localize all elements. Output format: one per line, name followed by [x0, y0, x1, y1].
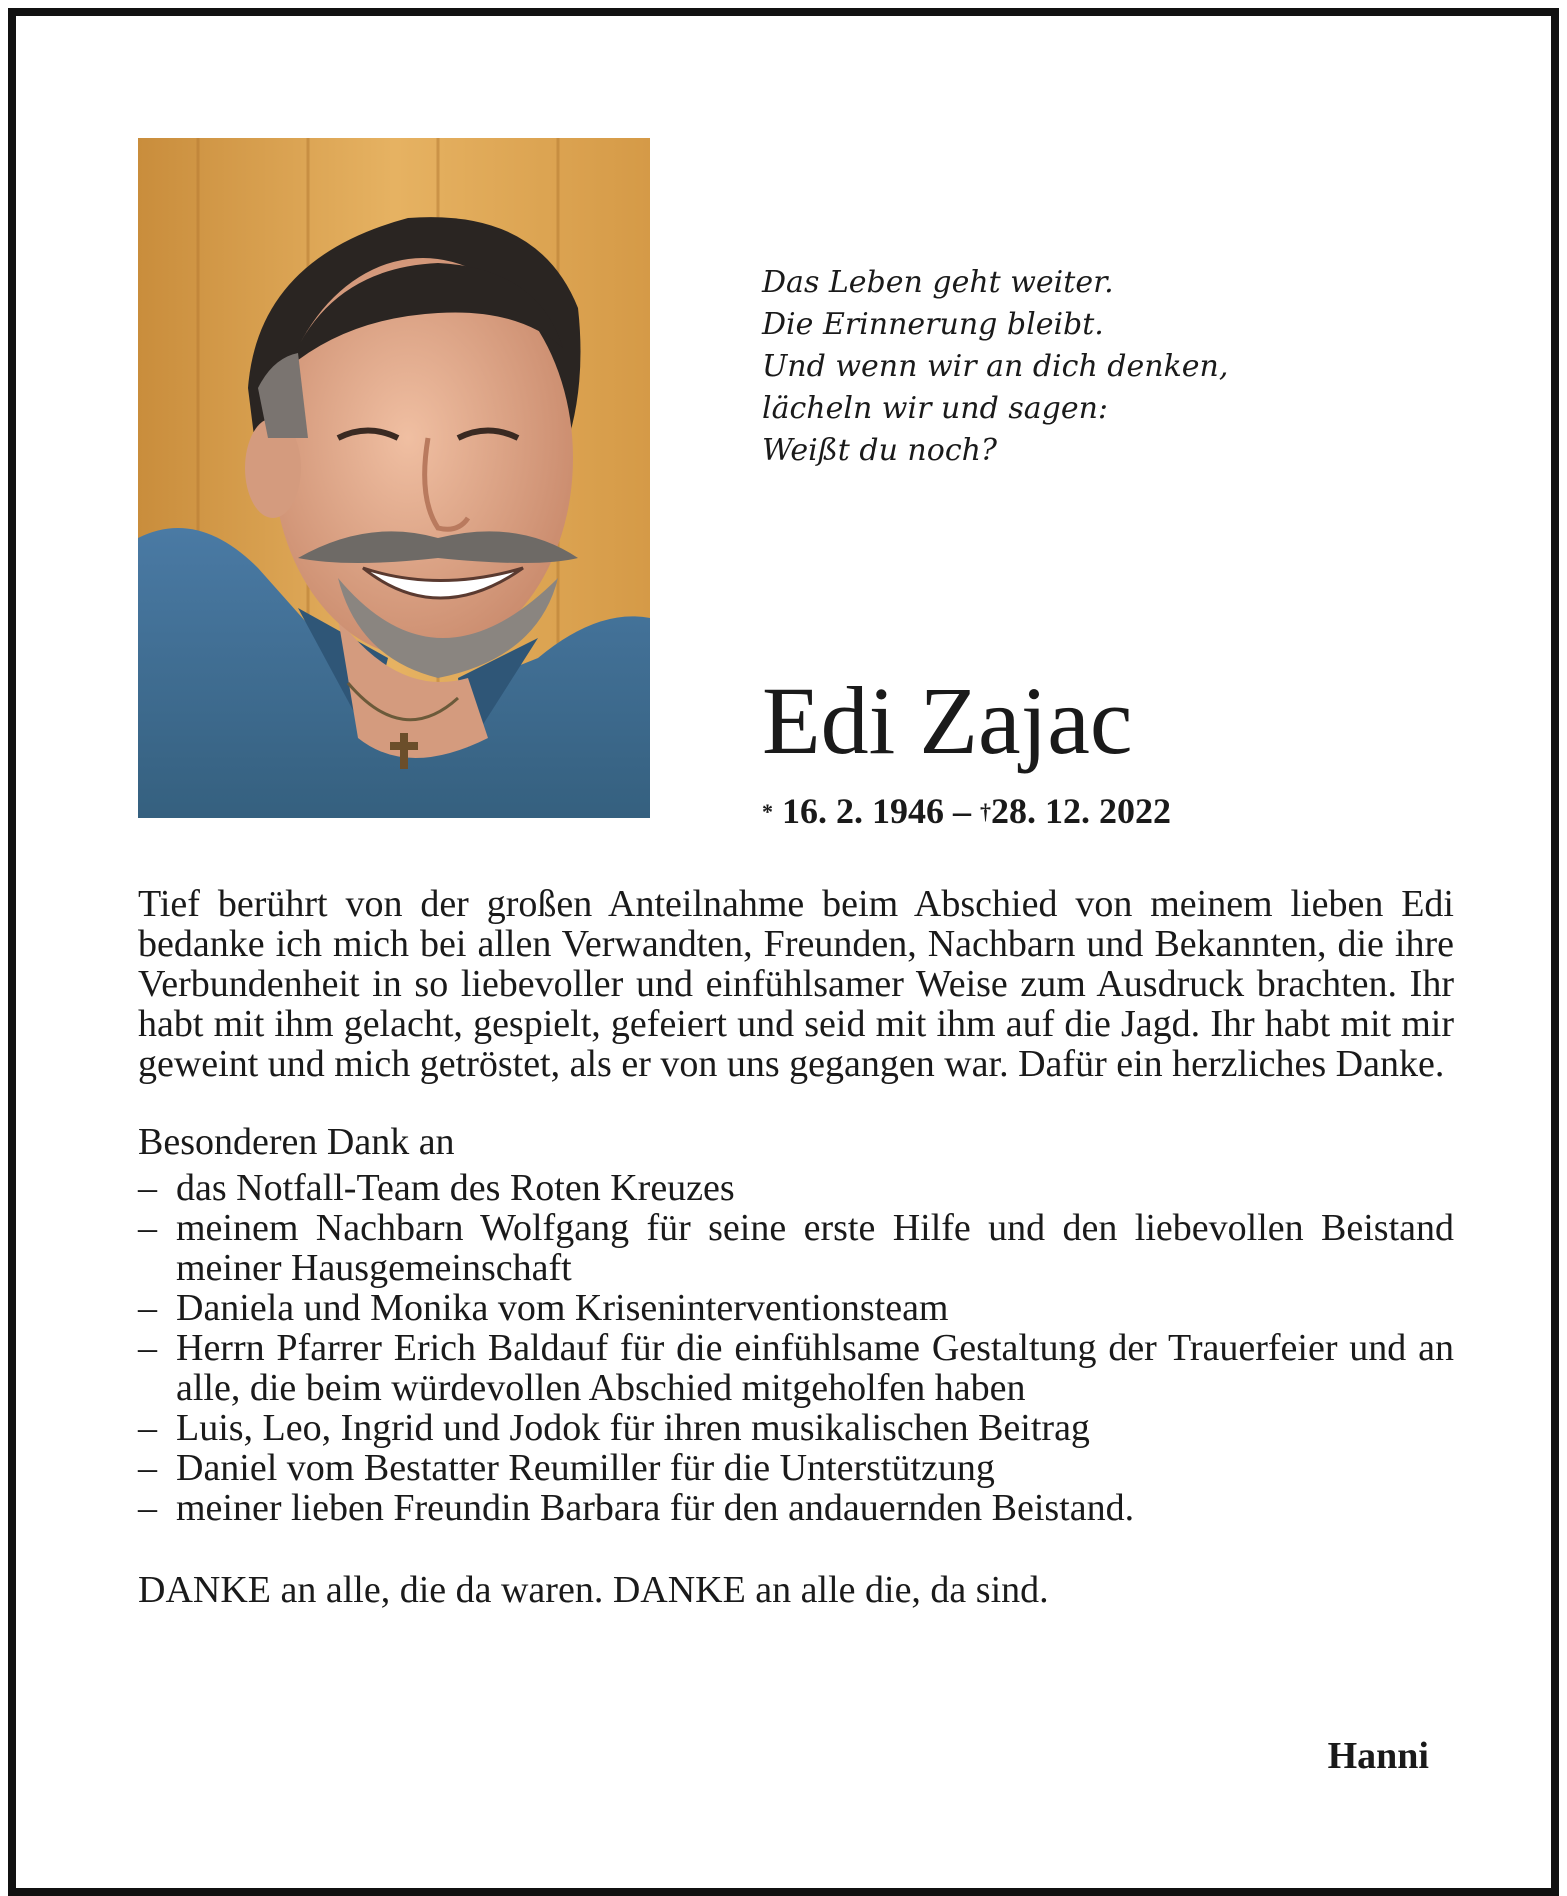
- birth-symbol: *: [762, 799, 773, 824]
- poem-line: Die Erinnerung bleibt.: [762, 307, 1104, 342]
- list-dash: –: [138, 1167, 157, 1209]
- list-item-text: das Notfall-Team des Roten Kreuzes: [176, 1167, 735, 1209]
- closing-line: DANKE an alle, die da waren. DANKE an alle die, da sind.: [138, 1569, 1049, 1611]
- deceased-name: Edi Zajac: [762, 667, 1133, 774]
- thanks-text: [138, 884, 1454, 1610]
- signature: Hanni: [1327, 1735, 1429, 1777]
- thanks-heading: Besonderen Dank an: [138, 1121, 455, 1163]
- portrait-image: [138, 138, 650, 818]
- date-separator: –: [953, 791, 971, 831]
- poem-line: Das Leben geht weiter.: [762, 265, 1114, 300]
- list-dash: –: [138, 1407, 157, 1449]
- portrait-photo: [138, 138, 650, 818]
- list-item-text: Herrn Pfarrer Erich Baldauf für die einfühlsame Gestaltung der Trauerfeier und an alle, die beim würdevollen Abschied mitgeholfen haben: [176, 1327, 1454, 1409]
- list-item: [138, 1208, 1454, 1288]
- birth-date: 16. 2. 1946: [782, 791, 944, 831]
- poem-line: Weißt du noch?: [762, 433, 998, 468]
- list-item-text: meiner lieben Freundin Barbara für den andauernden Beistand.: [176, 1487, 1135, 1529]
- list-item: [138, 1408, 1454, 1448]
- poem-block: [762, 262, 1228, 472]
- list-item-text: Luis, Leo, Ingrid und Jodok für ihren musikalischen Beitrag: [176, 1407, 1090, 1449]
- list-dash: –: [138, 1447, 157, 1489]
- list-item: [138, 1488, 1454, 1528]
- death-date: 28. 12. 2022: [991, 791, 1171, 831]
- list-item: [138, 1328, 1454, 1408]
- list-item-text: Daniela und Monika vom Kriseninterventionsteam: [176, 1287, 949, 1329]
- list-dash: –: [138, 1487, 157, 1529]
- poem-line: lächeln wir und sagen:: [762, 391, 1109, 426]
- notice-frame: [8, 8, 1559, 1896]
- list-item-text: meinem Nachbarn Wolfgang für seine erste Hilfe und den liebevollen Beistand meiner Hausgemeinschaft: [176, 1207, 1454, 1289]
- death-symbol: †: [980, 799, 991, 824]
- life-dates: [762, 788, 1171, 839]
- list-dash: –: [138, 1287, 157, 1329]
- list-item: [138, 1168, 1454, 1208]
- list-item-text: Daniel vom Bestatter Reumiller für die Unterstützung: [176, 1447, 995, 1489]
- thanks-list: [138, 1168, 1454, 1528]
- list-dash: –: [138, 1327, 157, 1369]
- poem-line: Und wenn wir an dich denken,: [762, 349, 1229, 384]
- list-dash: –: [138, 1207, 157, 1249]
- list-item: [138, 1288, 1454, 1328]
- list-item: [138, 1448, 1454, 1488]
- intro-paragraph: Tief berührt von der großen Anteilnahme beim Abschied von meinem lieben Edi bedanke ich mich bei allen Verwandten, Freunden, Nachbarn und Bekannten, die ihre Verbundenheit in so liebevoller und einfühlsamer Weise zum Ausdruck brachten. Ihr habt mit ihm gelacht, gespielt, gefeiert und seid mit ihm auf die Jagd. Ihr habt mit mir geweint und mich getröstet, als er von uns gegangen war. Dafür ein herzliches Danke.: [138, 883, 1454, 1085]
